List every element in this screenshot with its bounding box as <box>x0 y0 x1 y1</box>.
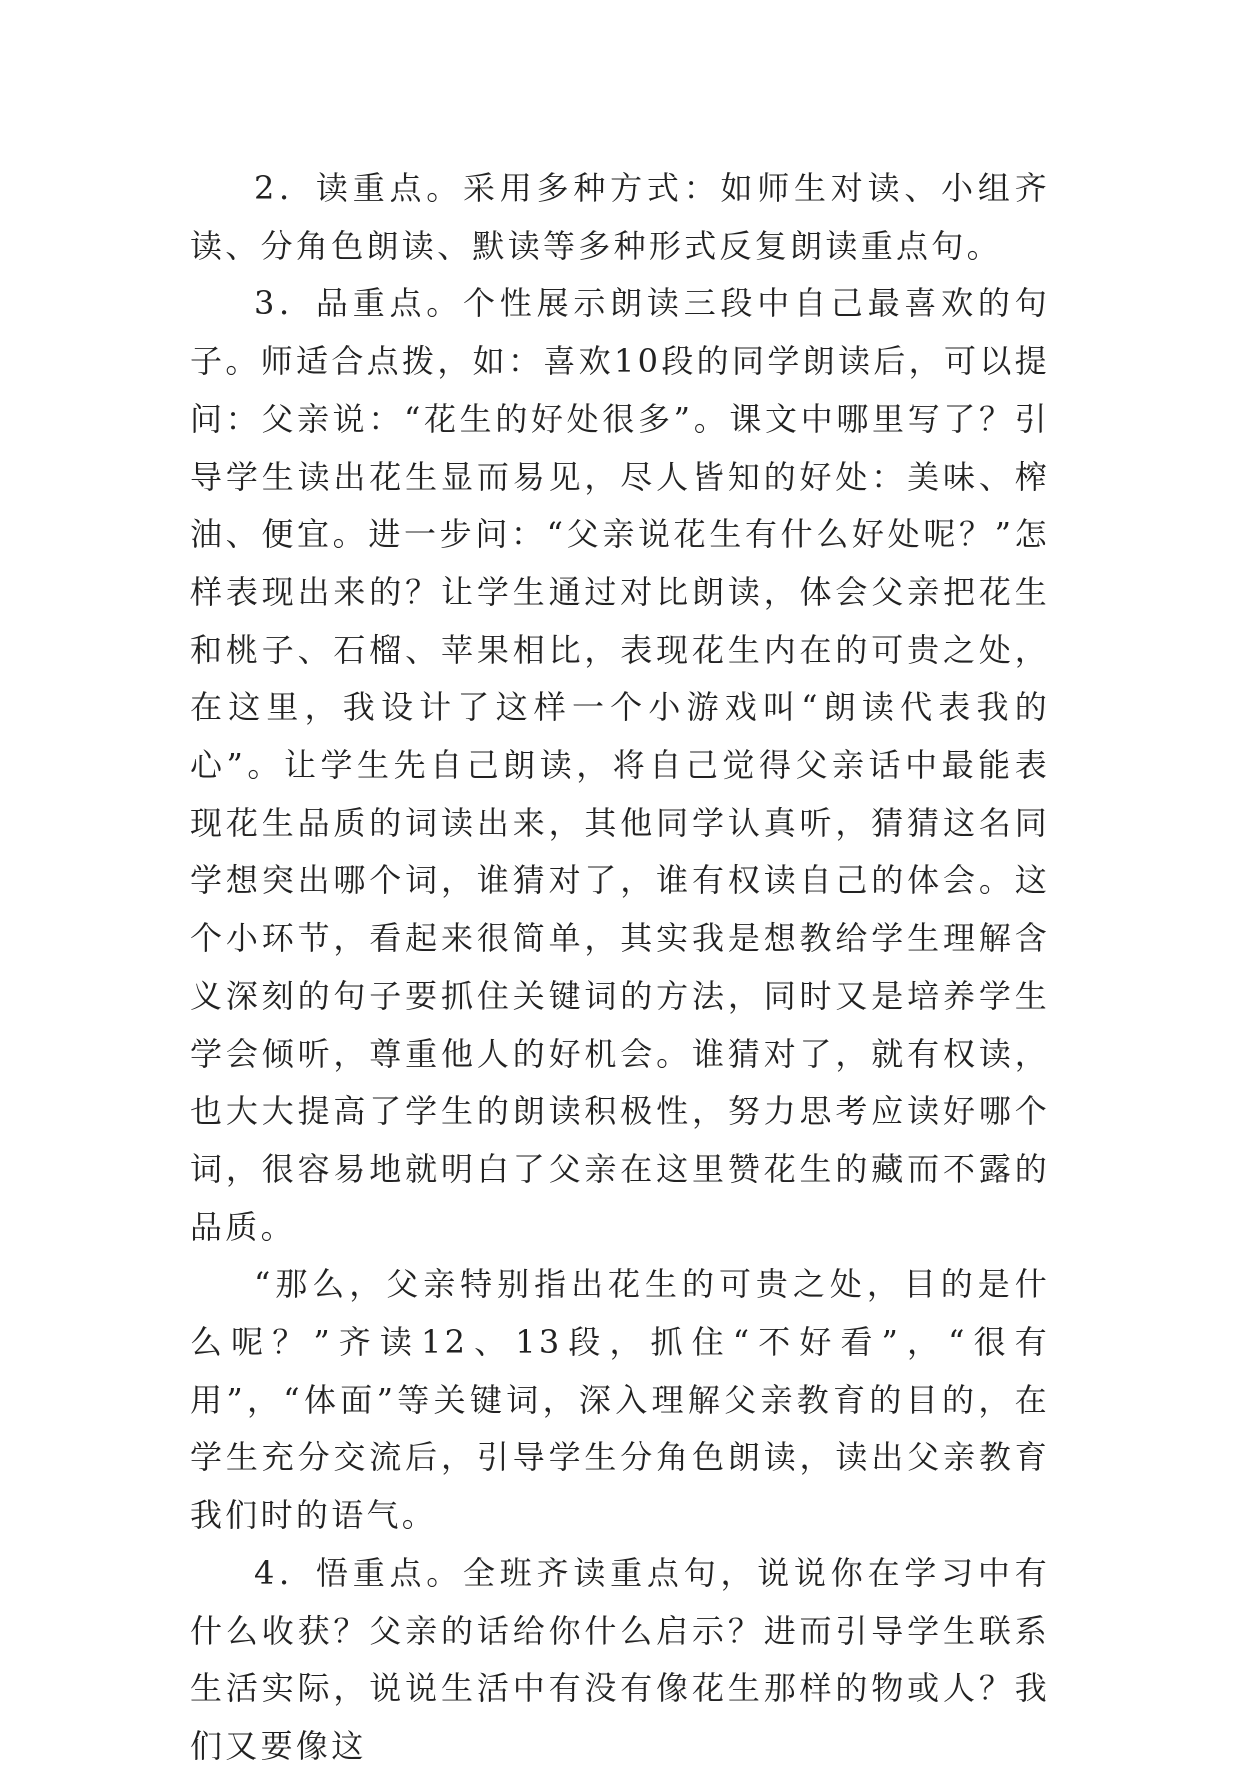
paragraph-understand-key-points: 4．悟重点。全班齐读重点句，说说你在学习中有什么收获？父亲的话给你什么启示？进而引导学生联系生活实际，说说生活中有没有像花生那样的物或人？我们又要像这 <box>190 1553 1050 1765</box>
paragraph-read-key-points: 2．读重点。采用多种方式：如师生对读、小组齐读、分角色朗读、默读等多种形式反复朗读重点句。 <box>190 169 1050 265</box>
paragraph-father-purpose: “那么，父亲特别指出花生的可贵之处，目的是什么呢？”齐读12、13段，抓住“不好看”，“很有用”，“体面”等关键词，深入理解父亲教育的目的，在学生充分交流后，引导学生分角色朗读，读出父亲教育我们时的语气。 <box>190 1265 1050 1535</box>
paragraph-savor-key-points: 3．品重点。个性展示朗读三段中自己最喜欢的句子。师适合点拨，如：喜欢10段的同学朗读后，可以提问：父亲说：“花生的好处很多”。课文中哪里写了？引导学生读出花生显而易见，尽人皆知的好处：美味、榨油、便宜。进一步问：“父亲说花生有什么好处呢？”怎样表现出来的？让学生通过对比朗读，体会父亲把花生和桃子、石榴、苹果相比，表现花生内在的可贵之处，在这里，我设计了这样一个小游戏叫“朗读代表我的心”。让学生先自己朗读，将自己觉得父亲话中最能表现花生品质的词读出来，其他同学认真听，猜猜这名同学想突出哪个词，谁猜对了，谁有权读自己的体会。这个小环节，看起来很简单，其实我是想教给学生理解含义深刻的句子要抓住关键词的方法，同时又是培养学生学会倾听，尊重他人的好机会。谁猜对了，就有权读，也大大提高了学生的朗读积极性，努力思考应读好哪个词，很容易地就明白了父亲在这里赞花生的藏而不露的品质。 <box>190 284 1050 1246</box>
document-body <box>190 160 1050 1776</box>
